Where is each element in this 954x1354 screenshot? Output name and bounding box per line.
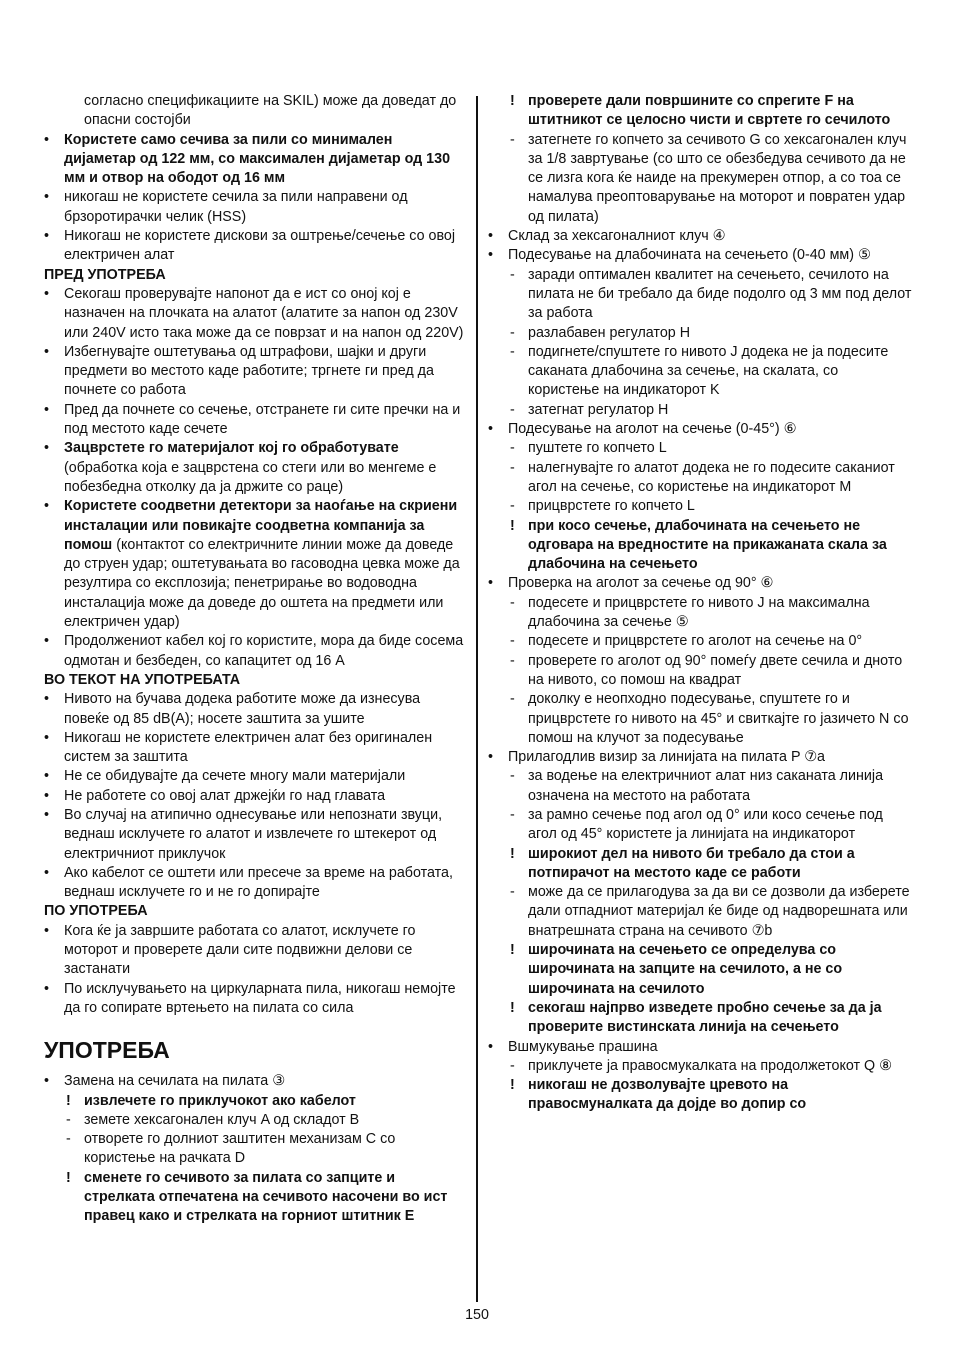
item-text: широкиот дел на нивото би требало да стои а потпирачот на местото каде се работи [528, 845, 855, 881]
bullet-item [44, 690, 468, 729]
dash-marker: - [510, 594, 515, 611]
item-text: за рамно сечење под агол од 0° или косо сечење под агол од 45° користете ја линијата на индикаторот [528, 806, 883, 843]
bullet-item [44, 1072, 468, 1091]
dash-marker: - [510, 633, 515, 650]
item-text: може да се прилагодува за да ви се дозволи да изберете дали отпадниот материјал ќе биде од надворешната или внатрешната страна на сечивото ⑦b [528, 884, 910, 939]
bullet-item [488, 420, 912, 439]
dash-item [44, 1111, 468, 1130]
bullet-marker: • [44, 1073, 50, 1090]
item-text: Користете само сечива за пили со минимален дијаметар од 122 мм, со максимален дијаметар од 130 мм и отвор на ободот од 16 мм [64, 131, 451, 187]
item-text: (контактот со електричните линии може да доведе до струен удар; оштетувањата во гасоводна цевка може да резултира со експлозија; пенетрирање во водоводна инсталација може да доведе до оштета на предмети или електричен удар) [64, 536, 460, 631]
dash-item [488, 497, 912, 516]
warning-item [488, 845, 912, 884]
item-text: Продолжениот кабел кој го користите, мора да биде сосема одмотан и безбеден, со капацитет од 16 A [64, 633, 464, 669]
exclamation-marker: ! [66, 1169, 71, 1186]
dash-marker: - [66, 1131, 71, 1148]
dash-marker: - [510, 343, 515, 360]
bullet-item [44, 980, 468, 1019]
dash-marker: - [510, 266, 515, 283]
bullet-marker: • [488, 421, 494, 438]
dash-marker: - [510, 459, 515, 476]
warning-item [488, 517, 912, 575]
bullet-item [44, 131, 468, 189]
dash-marker: - [510, 806, 515, 823]
bold-lead: Зацврстете го материјалот кој го обработувате [64, 440, 399, 457]
warning-item [44, 1169, 468, 1227]
dash-item [488, 459, 912, 498]
left-column [44, 92, 468, 1227]
item-text: Не се обидувајте да сечете многу мали материјали [64, 768, 406, 785]
item-text: сменете го сечивото за пилата со запците и стрелката отпечатена на сечивото насочени во ист правец како и стрелката на горниот штитник E [84, 1169, 448, 1225]
item-text: Вшмукување прашина [508, 1038, 658, 1055]
item-text: Нивото на бучава додека работите може да изнесува повеќе од 85 dB(A); носете заштита за ушите [64, 691, 421, 727]
bold-lead: Користете соодветни детектори за наоѓање на скриени инсталации или повикајте соодветна компанија за помош [64, 498, 458, 553]
dash-item [488, 652, 912, 691]
bullet-item [44, 922, 468, 980]
bullet-marker: • [488, 247, 494, 264]
bullet-marker: • [488, 1038, 494, 1055]
dash-item [488, 594, 912, 633]
page-number: 150 [465, 1307, 489, 1323]
dash-marker: - [510, 498, 515, 515]
dash-marker: - [510, 652, 515, 669]
item-text: налегнувајте го алатот додека не го подесите саканиот агол на сечење, со користење на индикаторот M [528, 459, 895, 495]
exclamation-marker: ! [510, 93, 515, 109]
dash-item [488, 883, 912, 941]
dash-item [488, 131, 912, 227]
exclamation-marker: ! [510, 942, 515, 959]
item-text: Кога ќе ја завршите работата со алатот, исклучете го моторот и проверете дали сите подвижни делови се застанати [64, 922, 416, 978]
continued-text: согласно спецификациите на SKIL) може да доведат до опасни состојби [84, 93, 457, 129]
item-text: доколку е неопходно подесување, спуштете го и прицврстете го нивото на 45° и свиткајте го јазичето N со помош на клучот за подесување [528, 691, 909, 746]
bullet-item [44, 787, 468, 806]
bullet-marker: • [44, 922, 50, 939]
chapter-title: УПОТРЕБА [44, 1037, 170, 1064]
item-text: (обработка која е зацврстена со стеги или во менгеме е побезбедна отколку да ја држите со раце) [64, 459, 437, 495]
item-text: Пред да почнете со сечење, отстранете ги сите пречки на и под местото каде сечете [64, 401, 461, 438]
bullet-marker: • [488, 228, 494, 245]
bullet-item [44, 806, 468, 864]
bullet-item [44, 767, 468, 786]
bullet-marker: • [44, 729, 50, 746]
bullet-marker: • [44, 980, 50, 997]
bullet-item [488, 227, 912, 246]
item-text: По исклучувањето на циркуларната пила, никогаш немојте да го сопирате вртењето на пилата со сила [64, 980, 456, 1016]
bullet-marker: • [44, 768, 50, 785]
exclamation-marker: ! [66, 1092, 71, 1109]
dash-marker: - [510, 131, 515, 148]
item-text: подигнете/спуштете го нивото J додека не ја подесите саканата длабочина за сечење, на скалата, со користење на индикаторот K [528, 343, 889, 399]
dash-marker: - [510, 324, 515, 341]
bullet-item [44, 401, 468, 440]
dash-item [488, 690, 912, 748]
item-text: Замена на сечилата на пилата ③ [64, 1073, 286, 1090]
dash-marker: - [510, 691, 515, 708]
item-text: никогаш не користете сечила за пили направени од брзоротирачки челик (HSS) [64, 189, 408, 225]
dash-item [488, 343, 912, 401]
item-text: Никогаш не користете дискови за оштрење/сечење со овој електричен алат [64, 228, 456, 264]
item-text: пуштете го копчето L [528, 440, 667, 457]
item-text: при косо сечење, длабочината на сечењето не одговара на вредностите на прикажаната скала за длабочина на сечењето [528, 517, 887, 573]
column-divider [476, 96, 478, 1302]
item-text: Избегнувајте оштетувања од штрафови, шајки и други предмети во местото каде работите; тргнете ги пред да почнете со работа [64, 343, 434, 399]
item-text: Никогаш не користете електричен алат без оригиналeн систем за заштита [64, 729, 433, 766]
item-text: Ако кабелот се оштети или пресече за време на работата, веднаш исклучете го и не го допирајте [64, 864, 453, 901]
item-text: подесете и прицврстете го нивото J на максимална длабочина за сечење ⑤ [528, 594, 870, 631]
item-text: затегнат регулатор H [528, 401, 669, 418]
item-text: отворете го долниот заштитен механизам C со користење на рачката D [84, 1131, 396, 1167]
dash-marker: - [510, 884, 515, 901]
item-text: подесете и прицврстете го аголот на сечење на 0° [528, 633, 863, 650]
bullet-marker: • [488, 575, 494, 592]
bullet-item [44, 439, 468, 497]
item-text: никогаш не дозволувајте цревото на правосмуналката да дојде во допир со [528, 1077, 807, 1113]
item-text: земете хексагонален клуч A од складот B [84, 1111, 360, 1128]
dash-marker: - [510, 440, 515, 457]
bullet-item [44, 729, 468, 768]
bullet-item [44, 343, 468, 401]
warning-item [488, 941, 912, 999]
dash-marker: - [510, 401, 515, 418]
section-heading: ВО ТЕКОТ НА УПОТРЕБАТА [44, 671, 241, 688]
item-text: извлечете го приклучокот ако кабелот [84, 1092, 356, 1109]
dash-item [488, 632, 912, 651]
dash-item [488, 439, 912, 458]
item-text: приклучете ја правосмукалката на продолжетокот Q ⑧ [528, 1057, 892, 1074]
bullet-marker: • [44, 498, 50, 515]
item-text: заради оптимален квалитет на сечењето, сечилото на пилата не би требало да биде подолго од 3 мм под делот за работа [528, 266, 912, 322]
item-text: Секогаш проверувајте напонот да е ист со оној кој е назначен на плочката на алатот (алатите за напон од 230V или 240V исто така може да се поврзат и на напон од 220V) [64, 285, 464, 341]
item-text: Подесување на аголот на сечење (0-45°) ⑥ [508, 421, 797, 438]
dash-item [488, 401, 912, 420]
item-text: затегнете го копчето за сечивото G со хексагонален клуч за 1/8 завртување (со што се обезбедува сечивото да не се лизга кога ќе наиде на прекумерен отпор, а со тоа се намалува преоптоварување на моторот и повратен удар од пилата) [528, 131, 907, 225]
bullet-item [44, 632, 468, 671]
bullet-marker: • [44, 131, 50, 148]
item-text: Подесување на длабочината на сечењето (0-40 мм) ⑤ [508, 247, 871, 264]
item-text: разлабавен регулатор H [528, 324, 691, 341]
exclamation-marker: ! [510, 1077, 515, 1094]
item-text: Склад за хексагоналниот клуч ④ [508, 228, 726, 245]
dash-item [488, 324, 912, 343]
item-text: прицврстете го копчето L [528, 498, 695, 515]
bullet-item [44, 864, 468, 903]
item-text: проверете го аголот од 90° помеѓу двете сечила и дното на нивото, со помош на квадрат [528, 652, 903, 688]
warning-item [488, 999, 912, 1038]
bullet-marker: • [44, 787, 50, 804]
bullet-item [44, 285, 468, 343]
item-text: широчината на сечењето се определува со широчината на запците на сечилото, а не со широчината на сечилото [528, 942, 843, 997]
bullet-marker: • [44, 401, 50, 418]
warning-item [488, 1076, 912, 1115]
bullet-item [488, 574, 912, 593]
warning-item [488, 92, 912, 131]
bullet-marker: • [44, 633, 50, 650]
bullet-marker: • [44, 285, 50, 302]
dash-item [488, 806, 912, 845]
bullet-item [44, 188, 468, 227]
item-text: Не работете со овој алат држејќи го над главата [64, 787, 386, 804]
bullet-item [44, 227, 468, 266]
dash-marker: - [66, 1111, 71, 1128]
right-column [488, 92, 912, 1115]
bullet-marker: • [44, 864, 50, 881]
dash-marker: - [510, 1057, 515, 1074]
warning-item [44, 1092, 468, 1111]
section-heading: ПРЕД УПОТРЕБА [44, 266, 166, 283]
dash-item [44, 1130, 468, 1169]
item-text: секогаш најпрво изведете пробно сечење за да ја проверите вистинската линија на сечењето [528, 999, 882, 1036]
item-text: за водење на електричниот алат низ саканата линија означена на местото на работата [528, 768, 884, 804]
bullet-marker: • [44, 343, 50, 360]
bullet-item [44, 497, 468, 632]
item-text: Во случај на атипично однесување или непознати звуци, веднаш исклучете го алатот и извлечете го штекерот од електричниот приклучок [64, 806, 443, 862]
bullet-item [488, 748, 912, 767]
item-text: Прилагодлив визир за линијата на пилата P ⑦a [508, 749, 825, 766]
bullet-item [488, 246, 912, 265]
bullet-marker: • [44, 440, 50, 457]
item-text: Проверка на аголот за сечење од 90° ⑥ [508, 575, 774, 592]
dash-item [488, 266, 912, 324]
exclamation-marker: ! [510, 845, 515, 862]
bullet-marker: • [44, 691, 50, 708]
exclamation-marker: ! [510, 999, 515, 1016]
bullet-marker: • [44, 228, 50, 245]
bullet-item [488, 1038, 912, 1057]
item-text: проверете дали површините со спрегите F на штитникот се целосно чисти и свртете го сечилото [528, 93, 891, 129]
dash-marker: - [510, 768, 515, 785]
exclamation-marker: ! [510, 517, 515, 534]
bullet-marker: • [44, 806, 50, 823]
bullet-marker: • [44, 189, 50, 206]
dash-item [488, 1057, 912, 1076]
bullet-marker: • [488, 749, 494, 766]
dash-item [488, 767, 912, 806]
section-heading: ПО УПОТРЕБА [44, 903, 148, 920]
